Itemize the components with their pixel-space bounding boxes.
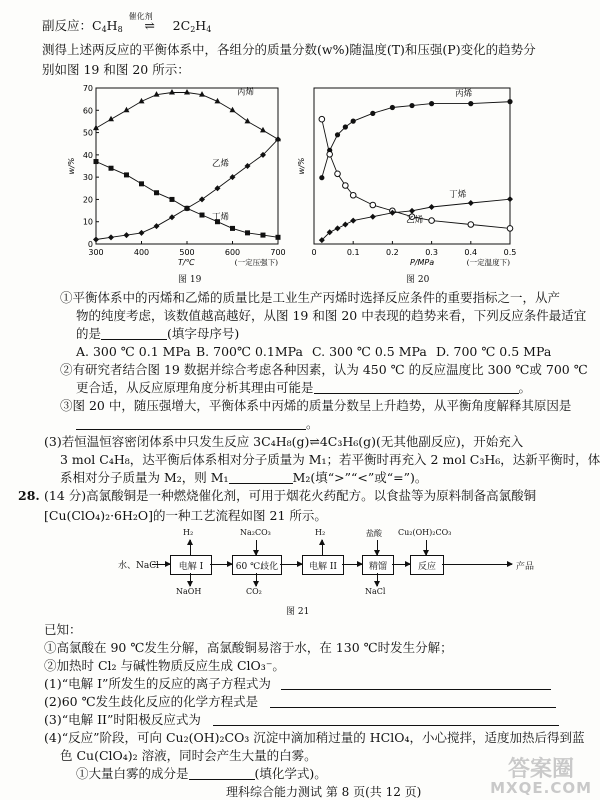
q3-line-1: ③图 20 中，随压强增大，平衡体系中丙烯的质量分数呈上升趋势，从平衡角度解释其原因是 [60, 398, 572, 413]
x-tick-label: 700 [270, 248, 286, 257]
x-tick-label: 0.2 [386, 248, 399, 257]
data-point [169, 197, 174, 202]
data-point [507, 226, 513, 232]
y-tick-label: 70 [82, 84, 93, 93]
data-point [370, 214, 376, 220]
q1-line-3: 的是 (填字母序号) [76, 326, 240, 341]
q28-line-2: [Cu(ClO₄)₂·6H₂O]的一种工艺流程如图 21 所示。 [44, 508, 327, 523]
data-point [409, 103, 414, 108]
q1-option-d: D. 700 ℃ 0.5 MPa [436, 344, 552, 359]
data-point [429, 204, 435, 210]
series-label: 乙烯 [212, 159, 230, 169]
data-point [429, 218, 435, 224]
series-label: 乙烯 [406, 215, 424, 226]
flow-input: 水、NaCl [118, 561, 160, 571]
page-footer: 理科综合能力测试 第 8 页(共 12 页) [226, 785, 422, 799]
x-tick-label: 300 [88, 248, 104, 257]
flow-top-cu2oh2co3: Cu₂(OH)₂CO₃ [398, 528, 452, 537]
q28-line-1: (14 分)高氯酸铜是一种燃烧催化剂，可用于烟花火药配方。以食盐等为原料制备高氯酸铜 [44, 488, 537, 503]
intro-line-2: 别如图 19 和图 20 所示： [42, 62, 190, 77]
known-title: 已知： [44, 622, 82, 637]
q1-line-2: 物的纯度考虑，该数值越高越好，从图 19 和图 20 中表现的趋势来看，下列反应条件最适宜 [76, 308, 587, 323]
intro-line-1: 测得上述两反应的平衡体系中，各组分的质量分数(w%)随温度(T)和压强(P)变化的趋势分 [42, 42, 536, 57]
data-point [350, 192, 356, 198]
y-tick-label: 30 [82, 173, 93, 183]
x-tick-label: 0.5 [503, 248, 517, 257]
data-point [343, 183, 349, 189]
x-axis-label: P/MPa [410, 258, 435, 267]
y-axis-label: w/% [297, 157, 306, 175]
part4-line-1: (4)“反应”阶段，可向 Cu₂(OH)₂CO₃ 沉淀中滴加稍过量的 HClO₄，小心搅拌，适度加热后得到蓝 [44, 730, 585, 745]
answer-blank[interactable] [101, 327, 167, 340]
flow-box-distillation: 精馏 [362, 555, 394, 575]
q2-line-2: 更合适，从反应原理角度分析其理由可能是 。 [76, 380, 532, 395]
data-point [230, 226, 235, 231]
x-tick-label: 400 [133, 248, 150, 257]
series-line [96, 162, 278, 238]
data-point [351, 119, 356, 124]
data-point [507, 196, 513, 202]
part1-question: (1)“电解 I”所发生的反应的离子方程式为 [44, 676, 551, 692]
data-point [327, 152, 333, 158]
flow-box-disproportionation: 60 ℃歧化 [232, 555, 282, 575]
part4-line-2: 色 Cu(ClO₄)₂ 溶液，同时会产生大量的白雾。 [60, 748, 317, 763]
q3-line-2: 。 [76, 416, 319, 432]
x-tick-label: 0.3 [425, 248, 438, 257]
watermark-logo: 答案圈 MXQE.COM [490, 757, 592, 797]
data-point [109, 166, 114, 171]
part4-line-3: ①大量白雾的成分是 (填化学式)。 [76, 766, 327, 781]
series-line [96, 93, 278, 140]
y-tick-label: 60 [82, 106, 93, 116]
data-point [199, 91, 205, 97]
part3-line-2: 3 mol C₄H₈，达平衡后体系相对分子质量为 M₁；若平衡时再充入 2 mol C₃H₆，达新平衡时，体 [60, 452, 600, 467]
data-point [93, 237, 99, 243]
data-point [409, 208, 415, 214]
series-label: 丙烯 [455, 88, 473, 99]
x-tick-label: 500 [179, 248, 195, 257]
data-point [390, 105, 395, 110]
data-point [154, 190, 159, 195]
data-point [169, 214, 175, 220]
data-point [335, 132, 340, 137]
data-point [429, 101, 434, 106]
catalyst-label: 催化剂 [128, 12, 153, 21]
answer-blank[interactable] [76, 417, 306, 430]
figure-21-caption: 图 21 [286, 607, 310, 617]
part2-question: (2)60 ℃发生歧化反应的化学方程式是 [44, 694, 556, 710]
data-point [335, 225, 341, 231]
answer-blank[interactable] [213, 713, 559, 726]
series-label: 丁烯 [449, 190, 467, 201]
flow-box-reaction: 反应 [410, 555, 444, 575]
data-point [343, 124, 348, 129]
data-point [108, 234, 114, 240]
data-point [169, 89, 175, 95]
data-point [245, 118, 251, 124]
flow-bottom-naoh: NaOH [176, 587, 202, 596]
x-tick-label: 0.4 [464, 248, 478, 257]
equilibrium-arrow: ⇌ [144, 18, 155, 33]
figure-20-caption: 图 20 [406, 275, 430, 285]
data-point [123, 232, 129, 238]
data-point [94, 159, 99, 164]
data-point [319, 116, 325, 122]
data-point [370, 202, 376, 208]
q2-line-1: ②有研究者结合图 19 数据并综合考虑各种因素，认为 450 ℃ 的反应温度比 300 ℃或 700 ℃ [60, 362, 588, 377]
y-tick-label: 40 [82, 150, 93, 160]
sub-reaction: 副反应：$C_4H_8$ 催化剂 ⇌ $2C_2H_4$ [42, 18, 211, 38]
data-point [319, 175, 324, 180]
figure-19-caption: 图 19 [178, 275, 202, 285]
process-flow-diagram [0, 528, 600, 598]
plot-frame [96, 88, 278, 244]
part3-question: (3)“电解 II”时阳极反应式为 [44, 712, 559, 728]
x-tick-label: 0 [311, 248, 317, 257]
series-line [322, 102, 510, 178]
known-2: ②加热时 Cl₂ 与碱性物质反应生成 ClO₃⁻。 [44, 658, 285, 673]
q1-line-1: ①平衡体系中的丙烯和乙烯的质量比是工业生产丙烯时选择反应条件的重要指标之一，从产 [60, 290, 561, 305]
flow-bottom-co2: CO₂ [246, 587, 262, 596]
data-point [154, 223, 160, 229]
data-point [199, 196, 205, 202]
flow-product: 产品 [516, 562, 535, 572]
q1-option-a: A. 300 ℃ 0.1 MPa [76, 344, 191, 359]
data-point [370, 111, 375, 116]
flow-top-hcl: 盐酸 [366, 529, 382, 538]
data-point [185, 206, 190, 211]
answer-blank[interactable] [189, 767, 255, 780]
data-point [468, 101, 473, 106]
flow-top-h2-1: H₂ [183, 528, 194, 537]
data-point [507, 99, 512, 104]
flow-top-na2co3: Na₂CO₃ [240, 528, 271, 537]
data-point [139, 181, 144, 186]
part3-line-1: (3)若恒温恒容密闭体系中只发生反应 3C₄H₈(g)⇌4C₃H₆(g)(无其他副反应)，开始充入 [44, 434, 524, 449]
y-tick-label: 0 [87, 240, 93, 249]
part3-line-3: 系相对分子质量为 M₂，则 M₁ M₂(填“>”“<”或“=”)。 [60, 470, 428, 485]
y-tick-label: 50 [82, 128, 93, 138]
y-axis-label: w/% [67, 157, 76, 175]
answer-blank[interactable] [229, 471, 293, 484]
data-point [350, 218, 356, 224]
known-1: ①高氯酸在 90 ℃发生分解，高氯酸铜易溶于水，在 130 ℃时发生分解； [44, 640, 453, 655]
data-point [276, 235, 281, 240]
data-point [139, 230, 145, 236]
x-tick-label: 600 [224, 248, 241, 257]
figure-20-chart [298, 80, 526, 290]
y-tick-label: 20 [82, 195, 93, 205]
data-point [342, 222, 348, 228]
q1-option-c: C. 300 ℃ 0.5 MPa [312, 344, 427, 359]
data-point [468, 200, 474, 206]
answer-blank[interactable] [314, 381, 519, 394]
data-point [154, 91, 160, 97]
flow-bottom-nacl: NaCl [365, 587, 386, 596]
data-point [245, 230, 250, 235]
x-axis-label: T/℃ [178, 258, 195, 267]
flow-box-electrolysis-2: 电解 II [302, 555, 344, 575]
q1-option-b: B. 700℃ 0.1MPa [196, 344, 303, 359]
data-point [260, 233, 265, 238]
question-28-number: 28. [18, 488, 40, 503]
series-line [96, 139, 278, 239]
flow-top-h2-2: H₂ [315, 528, 326, 537]
y-tick-label: 10 [82, 217, 93, 227]
series-label: 丁烯 [212, 212, 230, 223]
answer-blank[interactable] [270, 695, 556, 708]
series-label: 丙烯 [237, 87, 255, 98]
figure-19-chart [60, 80, 292, 290]
data-point [335, 171, 341, 177]
data-point [468, 222, 474, 228]
data-point [124, 172, 129, 177]
chart-condition: (一定压强下) [234, 258, 278, 267]
data-point [200, 213, 205, 218]
chart-condition: (一定温度下) [466, 258, 510, 267]
data-point [184, 89, 190, 95]
x-tick-label: 0.1 [346, 248, 360, 257]
answer-blank[interactable] [281, 677, 551, 690]
flow-box-electrolysis-1: 电解 I [170, 555, 212, 575]
series-line [322, 119, 510, 228]
